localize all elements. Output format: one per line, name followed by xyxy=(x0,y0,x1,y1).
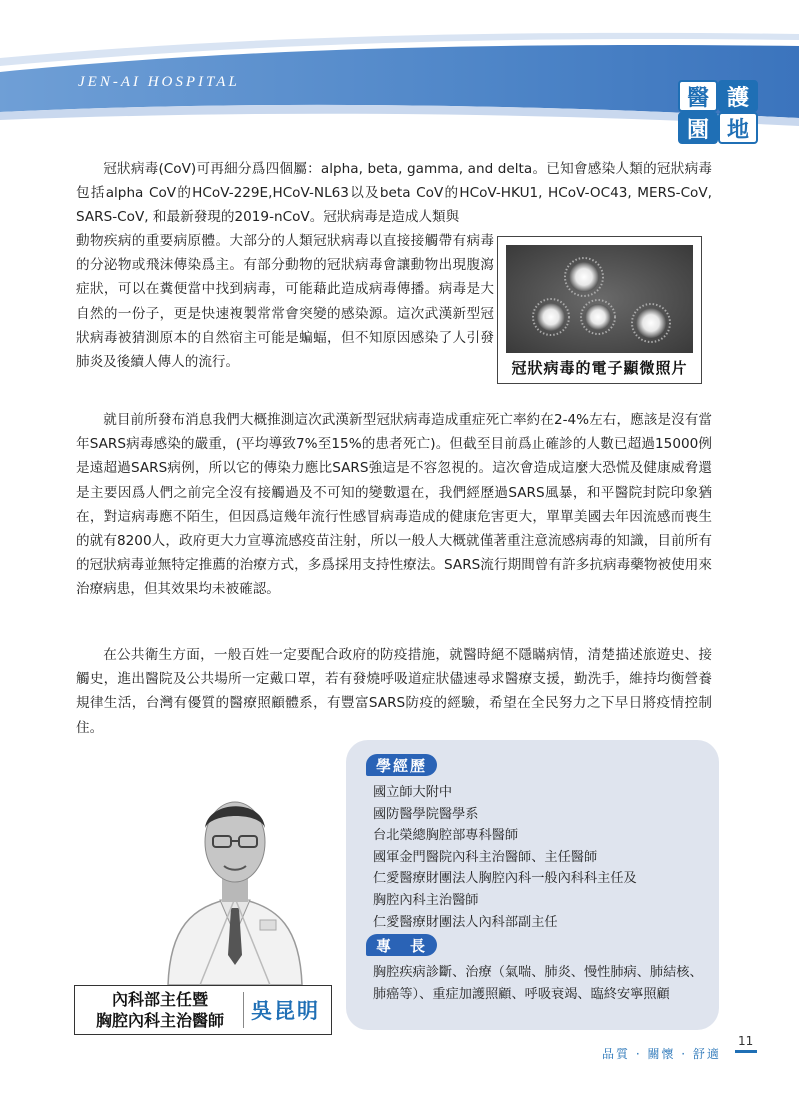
corner-char: 地 xyxy=(718,112,758,144)
list-item: 台北榮總胸腔部專科醫師 xyxy=(373,828,519,844)
article-paragraph-2 xyxy=(76,408,712,602)
doctor-bio-panel xyxy=(346,740,719,1030)
specialty-label: 專 長 xyxy=(366,934,437,956)
article-paragraph-1-top xyxy=(76,157,712,230)
page-number: 11 xyxy=(738,1034,754,1048)
paragraph-text: 動物疾病的重要病原體。大部分的人類冠狀病毒以直接接觸帶有病毒的分泌物或飛沫傳染爲主。有部分動物的冠狀病毒會讓動物出現腹瀉症狀，可以在糞便當中找到病毒，可能藉此造成病毒傳播。病毒是大自然的一份子，更是快速複製常常會突變的感染源。這次武漢新型冠狀病毒被猜測原本的自然宿主可能是蝙蝠，但不知原因感染了人引發肺炎及後續人傳人的流行。 xyxy=(76,233,494,371)
paragraph-text: 在公共衛生方面，一般百姓一定要配合政府的防疫措施，就醫時絕不隱瞞病情，清楚描述旅遊史、接觸史，進出醫院及公共場所一定戴口罩，若有發燒呼吸道症狀儘速尋求醫療支援，勤洗手，維持均衡營養規律生活，台灣有優質的醫療照顧體系，有豐富SARS防疫的經驗，希望在全民努力之下早日將疫情控制住。 xyxy=(76,647,712,736)
micrograph-figure xyxy=(497,236,702,384)
corner-char: 醫 xyxy=(678,80,718,112)
article-paragraph-1-wrap xyxy=(76,229,494,374)
article-paragraph-3 xyxy=(76,643,712,740)
list-item: 仁愛醫療財團法人胸腔內科一般內科科主任及 xyxy=(373,871,637,887)
list-item: 國防醫學院醫學系 xyxy=(373,806,479,822)
hospital-name: JEN-AI HOSPITAL xyxy=(78,74,240,90)
paragraph-text: 冠狀病毒(CoV)可再細分爲四個屬：alpha, beta, gamma, and delta。已知會感染人類的冠狀病毒包括alpha CoV的HCoV-229E,HCoV-NL63以及beta CoV的HCoV-HKU1, HCoV-OC43, MERS-CoV, SARS-CoV, 和最新發現的2019-nCoV。冠狀病毒是造成人類與 xyxy=(76,161,712,226)
education-list xyxy=(373,782,637,933)
education-label: 學經歷 xyxy=(366,754,437,776)
list-item: 胸腔內科主治醫師 xyxy=(373,892,479,908)
doctor-title-line: 胸腔內科主治醫師 xyxy=(95,1011,224,1030)
list-item: 國軍金門醫院內科主治醫師、主任醫師 xyxy=(373,849,598,865)
corner-char: 護 xyxy=(718,80,758,112)
footer-slogan: 品質 · 關懷 · 舒適 xyxy=(602,1047,721,1061)
corner-char: 園 xyxy=(678,112,718,144)
name-divider xyxy=(243,992,244,1028)
paragraph-text: 就目前所發布消息我們大概推測這次武漢新型冠狀病毒造成重症死亡率約在2-4%左右，應該是沒有當年SARS病毒感染的嚴重，(平均導致7%至15%的患者死亡)。但截至目前爲止確診的人數已超過15000例是遠超過SARS病例，所以它的傳染力應比SARS強這是不容忽視的。這次會造成這麼大恐慌及健康威脅還是主要因爲人們之前完全沒有接觸過及不可知的變數還在，我們經歷過SARS風暴，和平醫院封院印象猶在，對這病毒應不陌生，但因爲這幾年流行性感冒病毒造成的健康危害更大，單單美國去年因流感而喪生的就有8200人，政府更大力宣導流感疫苗注射，所以一般人大概就僅著重注意流感病毒的知識，目前所有的冠狀病毒並無特定推薦的治療方式，多爲採用支持性療法。SARS流行期間曾有許多抗病毒藥物被使用來治療病患，但其效果均未被確認。 xyxy=(76,412,712,598)
section-title-badge xyxy=(678,80,758,142)
doctor-name-box xyxy=(74,985,332,1035)
doctor-title-line: 內科部主任暨 xyxy=(111,990,208,1009)
doctor-portrait xyxy=(160,770,310,985)
coronavirus-micrograph-image xyxy=(506,245,693,353)
doctor-name: 吳昆明 xyxy=(251,999,320,1023)
page-number-rule xyxy=(735,1050,757,1053)
doctor-title xyxy=(81,989,239,1031)
micrograph-caption: 冠狀病毒的電子顯微照片 xyxy=(511,359,688,377)
specialty-text: 胸腔疾病診斷、治療（氣喘、肺炎、慢性肺病、肺結核、肺癌等）、重症加護照顧、呼吸衰竭、臨終安寧照顧 xyxy=(373,965,703,1002)
list-item: 國立師大附中 xyxy=(373,785,453,800)
list-item: 仁愛醫療財團法人內科部副主任 xyxy=(373,914,558,930)
